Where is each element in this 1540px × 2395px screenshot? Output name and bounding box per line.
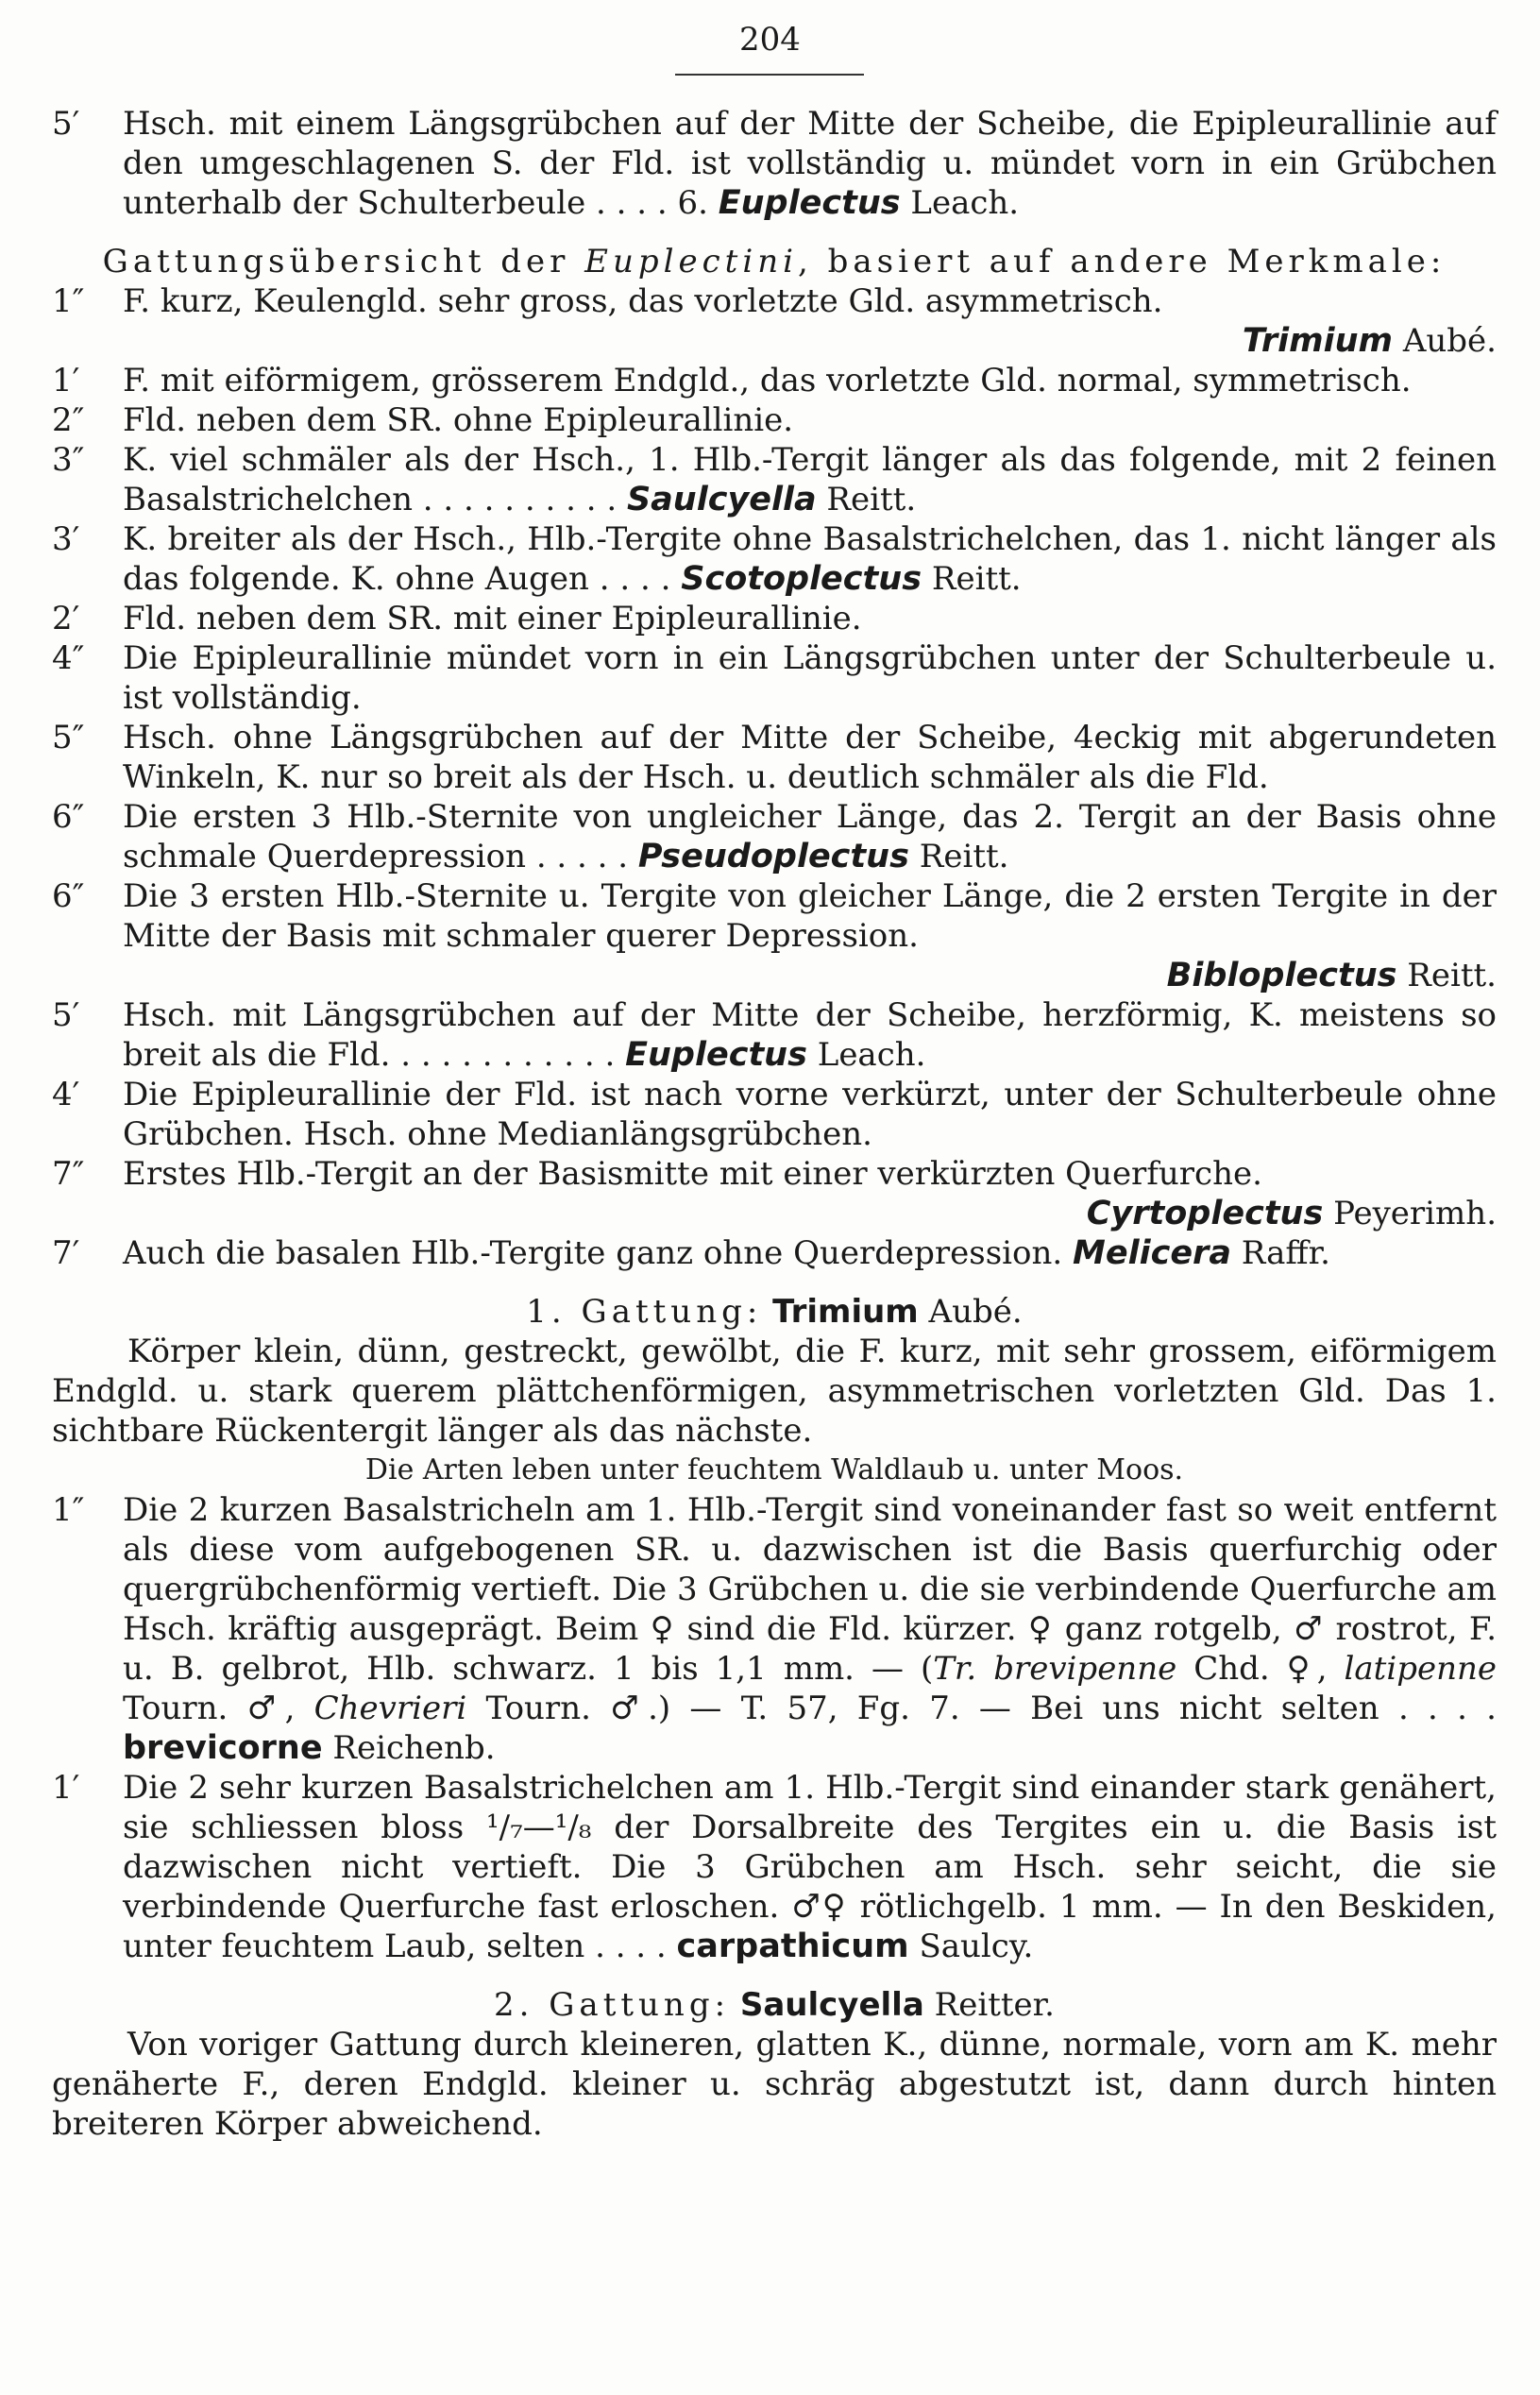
synonym: latipenne (1344, 1650, 1497, 1688)
key-entry (52, 876, 1497, 956)
key-text: K. viel schmäler als der Hsch., 1. Hlb.-Tergit länger als das folgende, mit 2 feinen Basalstrichelchen . . . . . . . . . . (123, 441, 1497, 518)
synonym: Tr. brevipenne (933, 1650, 1177, 1688)
key-text: Die 3 ersten Hlb.-Sternite u. Tergite von gleicher Länge, die 2 ersten Tergite in der Mitte der Basis mit schmaler querer Depression. (123, 877, 1497, 955)
key-text: Die Epipleurallinie der Fld. ist nach vorne verkürzt, unter der Schulterbeule ohne Grübchen. Hsch. ohne Medianlängsgrübchen. (123, 1076, 1497, 1153)
key-text: K. breiter als der Hsch., Hlb.-Tergite ohne Basalstrichelchen, das 1. nicht länger als das folgende. K. ohne Augen . . . . (123, 520, 1497, 598)
key-entry (52, 995, 1497, 1075)
species-author: Saulcy. (919, 1928, 1034, 1965)
header-rule (675, 74, 864, 76)
genus-name: Saulcyella (626, 481, 817, 518)
species-name: carpathicum (676, 1928, 909, 1965)
key-entry (52, 281, 1497, 321)
genus2-heading (52, 1985, 1497, 2025)
key-number: 3″ (52, 441, 85, 479)
key-number: 4′ (52, 1076, 80, 1113)
key-text: Tourn. ♂, (123, 1690, 314, 1727)
key-entry (52, 1075, 1497, 1154)
key-text: Fld. neben dem SR. mit einer Epipleurallinie. (123, 600, 862, 637)
key-number: 2′ (52, 600, 80, 637)
genus-name: Pseudoplectus (637, 838, 909, 875)
key-text: Chd. ♀, (1176, 1650, 1345, 1688)
key-entry (52, 361, 1497, 400)
page-content (52, 104, 1497, 2144)
genus1-heading-label: 1. Gattung: (526, 1293, 763, 1331)
key-number: 2″ (52, 401, 85, 439)
species-author: Reichenb. (332, 1729, 496, 1767)
key-number: 7″ (52, 1155, 85, 1193)
key-entry (52, 638, 1497, 718)
key-text: Die 2 sehr kurzen Basalstrichelchen am 1. Hlb.-Tergit sind einander stark genähert, sie schliessen bloss ¹/₇—¹/₈ der Dorsalbreite des Tergites ein u. die Basis ist dazwischen nicht vertieft. Die 3 Grübchen am Hsch. sehr seicht, die sie verbindende Querfurche fast erloschen. ♂♀ rötlichgelb. 1 mm. — In den Beskiden, unter feuchtem Laub, selten . . . . (123, 1769, 1497, 1965)
key-number: 1′ (52, 362, 80, 399)
key-entry (52, 599, 1497, 638)
key-entry (52, 1154, 1497, 1194)
key-number: 4″ (52, 639, 85, 677)
page-number: 204 (739, 21, 801, 59)
key-entry (52, 400, 1497, 440)
overview-heading-rest: , basiert auf andere Merkmale: (797, 243, 1447, 280)
key-text: Die ersten 3 Hlb.-Sternite von ungleicher Länge, das 2. Tergit an der Basis ohne schmale Querdepression . . . . . (123, 798, 1497, 875)
genus-author: Aubé. (1402, 322, 1497, 360)
key-entry (52, 956, 1497, 995)
overview-heading-tribe: Euplectini (584, 243, 798, 280)
key-text: Auch die basalen Hlb.-Tergite ganz ohne Querdepression. (123, 1234, 1063, 1272)
genus2-heading-label: 2. Gattung: (494, 1986, 731, 2024)
key-text: Hsch. mit Längsgrübchen auf der Mitte der Scheibe, herzförmig, K. meistens so breit als die Fld. . . . . . . . . . . . (123, 996, 1497, 1074)
key-text: Die Epipleurallinie mündet vorn in ein Längsgrübchen unter der Schulterbeule u. ist vollständig. (123, 639, 1497, 717)
key-entry (52, 519, 1497, 599)
synonym: Chevrieri (313, 1690, 467, 1727)
key-number: 7′ (52, 1234, 80, 1272)
key-entry (52, 440, 1497, 519)
genus-name: Euplectus (625, 1036, 807, 1074)
key-number: 5′ (52, 996, 80, 1034)
key-text: F. mit eiförmigem, grösserem Endgld., das vorletzte Gld. normal, symmetrisch. (123, 362, 1412, 399)
genus-author: Reitt. (931, 560, 1022, 598)
genus-name: Melicera (1073, 1234, 1231, 1272)
genus2-heading-name: Saulcyella (739, 1986, 924, 2024)
key-number: 6″ (52, 798, 85, 836)
genus-name: Trimium (1242, 322, 1394, 360)
key-entry (52, 718, 1497, 797)
key-text: F. kurz, Keulengld. sehr gross, das vorletzte Gld. asymmetrisch. (123, 282, 1163, 320)
overview-heading (52, 242, 1497, 281)
key-number: 5′ (52, 105, 80, 143)
key-number: 6″ (52, 877, 85, 915)
species-name: brevicorne (123, 1729, 323, 1767)
key-entry (52, 1194, 1497, 1233)
genus-author: Reitt. (826, 481, 917, 518)
genus-author: Peyerimh. (1333, 1195, 1497, 1232)
key-number: 5″ (52, 719, 85, 756)
key-text: Hsch. mit einem Längsgrübchen auf der Mitte der Scheibe, die Epipleurallinie auf den umgeschlagenen S. der Fld. ist vollständig u. mündet vorn in ein Grübchen unterhalb der Schulterbeule . . . . 6. (123, 105, 1497, 222)
key-text: Hsch. ohne Längsgrübchen auf der Mitte der Scheibe, 4eckig mit abgerundeten Winkeln, K. nur so breit als der Hsch. u. deutlich schmäler als die Fld. (123, 719, 1497, 796)
key-number: 1″ (52, 1491, 85, 1529)
key-text: Tourn. ♂.) — T. 57, Fg. 7. — Bei uns nicht selten . . . . (466, 1690, 1497, 1727)
key-text: Erstes Hlb.-Tergit an der Basismitte mit einer verkürzten Querfurche. (123, 1155, 1262, 1193)
genus1-heading-author: Aubé. (928, 1293, 1023, 1331)
genus-author: Leach. (910, 184, 1020, 222)
genus-name: Scotoplectus (681, 560, 922, 598)
genus-author: Reitt. (919, 838, 1009, 875)
genus1-key-2 (52, 1768, 1497, 1966)
key-entry (52, 797, 1497, 876)
genus2-description: Von voriger Gattung durch kleineren, glatten K., dünne, normale, vorn am K. mehr genäherte F., deren Endgld. kleiner u. schräg abgestutzt ist, dann durch hinten breiteren Körper abweichend. (52, 2026, 1497, 2143)
key-text: Die 2 kurzen Basalstricheln am 1. Hlb.-Tergit sind voneinander fast so weit entfernt als diese vom aufgebogenen SR. u. dazwischen ist die Basis querfurchig oder quergrübchenförmig vertieft. Die 3 Grübchen u. die sie verbindende Querfurche am Hsch. kräftig ausgeprägt. Beim ♀ sind die Fld. kürzer. ♀ ganz rotgelb, ♂ rostrot, F. u. B. gelbrot, Hlb. schwarz. 1 bis 1,1 mm. — ( (123, 1491, 1497, 1688)
genus2-heading-author: Reitter. (934, 1986, 1055, 2024)
key-number: 3′ (52, 520, 80, 558)
genus1-description: Körper klein, dünn, gestreckt, gewölbt, die F. kurz, mit sehr grossem, eiförmigem Endgld. u. stark querem plättchenförmigen, asymmetrischen vorletzten Gld. Das 1. sichtbare Rückentergit länger als das nächste. (52, 1333, 1497, 1450)
key-text: Fld. neben dem SR. ohne Epipleurallinie. (123, 401, 794, 439)
genus-name: Bibloplectus (1166, 957, 1397, 994)
genus-name: Cyrtoplectus (1086, 1195, 1324, 1232)
genus-name: Euplectus (718, 184, 901, 222)
key-entry (52, 321, 1497, 361)
genus1-heading-name: Trimium (772, 1293, 919, 1331)
genus1-key-1 (52, 1490, 1497, 1768)
genus-author: Reitt. (1407, 957, 1497, 994)
genus-author: Raffr. (1241, 1234, 1330, 1272)
key-entry (52, 1233, 1497, 1273)
genus1-heading (52, 1292, 1497, 1332)
genus-author: Leach. (817, 1036, 926, 1074)
key-number: 1′ (52, 1769, 80, 1807)
key-list (52, 281, 1497, 1273)
overview-heading-text: Gattungsübersicht der (102, 243, 570, 280)
intro-entry (52, 104, 1497, 223)
genus1-note: Die Arten leben unter feuchtem Waldlaub u. unter Moos. (364, 1453, 1184, 1486)
key-number: 1″ (52, 282, 85, 320)
